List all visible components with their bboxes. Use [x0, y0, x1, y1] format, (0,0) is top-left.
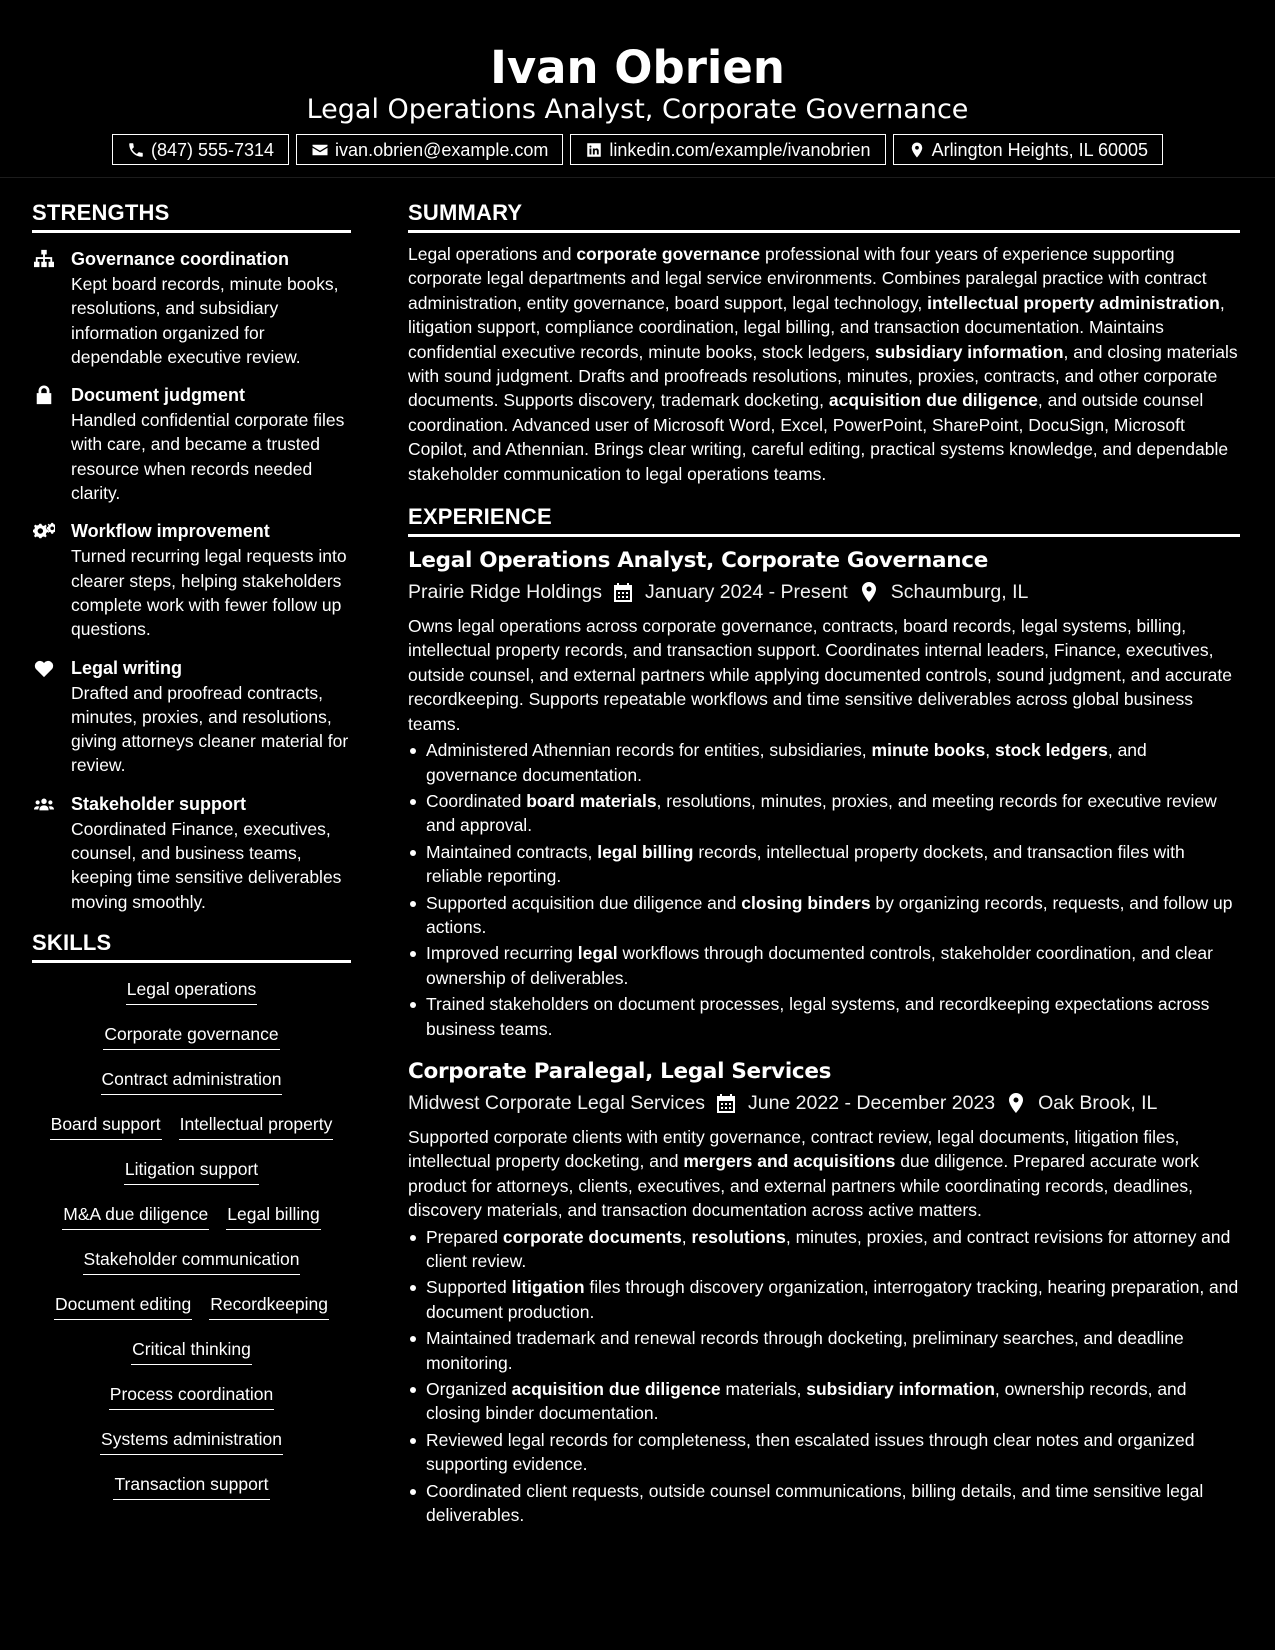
email-text: ivan.obrien@example.com [335, 139, 549, 160]
skill-tag: Document editing [54, 1290, 192, 1335]
skills-list [32, 975, 351, 1515]
skill-tag: Intellectual property [179, 1110, 334, 1155]
strength-text: Drafted and proofread contracts, minutes, proxies, and resolutions, giving attorneys cleaner material for review. [71, 682, 349, 776]
summary-heading: SUMMARY [408, 198, 1240, 233]
list-item: Coordinated client requests, outside counsel communications, billing details, and time sensitive legal deliverables. [408, 1479, 1240, 1528]
job-bullets [408, 738, 1240, 1041]
skill-tag: Legal billing [226, 1200, 320, 1245]
job-bullets [408, 1225, 1240, 1528]
skill-tag: Critical thinking [32, 1335, 351, 1380]
strength-title: Governance coordination [71, 249, 290, 269]
map-pin-icon [860, 582, 880, 602]
list-item: Prepared corporate documents, resolutions, minutes, proxies, and contract revisions for attorney and client review. [408, 1225, 1240, 1274]
job-description: Supported corporate clients with entity governance, contract review, legal documents, litigation files, intellectual property docketing, and mergers and acquisitions due diligence. Prepared accurate work product for attorneys, clients, executives, and external partners while coordinating records, deadlines, discovery materials, and transaction documentation across active matters. [408, 1126, 1199, 1221]
heart-icon [32, 657, 56, 679]
list-item: Administered Athennian records for entities, subsidiaries, minute books, stock ledgers, and governance documentation. [408, 738, 1240, 787]
job-description: Owns legal operations across corporate governance, contracts, board records, legal systems, billing, intellectual property records, and transaction support. Coordinates internal leaders, Finance, executives, outside counsel, and external partners while applying documented controls, sound judgment, and accurate recordkeeping. Supports repeatable workflows and time sensitive deliverables across global business teams. [408, 616, 1232, 734]
strength-title: Workflow improvement [71, 521, 270, 542]
list-item: Maintained trademark and renewal records through docketing, preliminary searches, and deadline monitoring. [408, 1326, 1240, 1375]
users-icon [32, 793, 56, 815]
list-item: Reviewed legal records for completeness, then escalated issues through clear notes and organized supporting evidence. [408, 1428, 1240, 1477]
skill-tag: Recordkeeping [209, 1290, 329, 1335]
linkedin-text: linkedin.com/example/ivanobrien [609, 139, 871, 160]
strength-text: Coordinated Finance, executives, counsel, and business teams, keeping time sensitive deliverables moving smoothly. [71, 818, 342, 912]
list-item: Trained stakeholders on document processes, legal systems, and recordkeeping expectations across business teams. [408, 992, 1240, 1041]
job-title: Legal Operations Analyst, Corporate Governance [408, 548, 989, 574]
calendar-icon [614, 582, 634, 602]
sitemap-icon [32, 248, 56, 270]
job-location: Oak Brook, IL [1038, 1091, 1158, 1114]
skill-tag: Corporate governance [32, 1020, 351, 1065]
skill-tag: Board support [50, 1110, 162, 1155]
job-meta [408, 577, 1240, 607]
candidate-name: Ivan Obrien [490, 41, 785, 94]
strength-title: Document judgment [71, 385, 245, 406]
strength-item [32, 382, 351, 505]
strength-title: Legal writing [71, 657, 183, 678]
job-dates: June 2022 - December 2023 [747, 1091, 996, 1114]
gears-icon [32, 520, 56, 542]
map-pin-icon [1007, 1093, 1027, 1113]
resume-header [0, 0, 1275, 178]
list-item: Improved recurring legal workflows through documented controls, stakeholder coordination, and clear ownership of deliverables. [408, 941, 1240, 990]
contact-linkedin[interactable] [570, 134, 885, 165]
contact-bar [0, 134, 1275, 165]
experience-heading: EXPERIENCE [408, 502, 1240, 537]
left-column [32, 198, 351, 1515]
skill-tag: Transaction support [32, 1470, 351, 1515]
strength-text: Handled confidential corporate files with care, and became a trusted resource when records needed clarity. [71, 410, 345, 504]
location-text: Arlington Heights, IL 60005 [931, 139, 1149, 160]
contact-phone[interactable] [112, 134, 289, 165]
strength-text: Kept board records, minute books, resolutions, and subsidiary information organized for dependable executive review. [71, 274, 339, 367]
list-item: Coordinated board materials, resolutions, minutes, proxies, and meeting records for executive review and approval. [408, 789, 1240, 838]
skills-heading: SKILLS [32, 928, 351, 963]
phone-text: (847) 555-7314 [150, 139, 275, 160]
job-company: Prairie Ridge Holdings [408, 581, 603, 604]
strength-text: Turned recurring legal requests into clearer steps, helping stakeholders complete work with fewer follow up questions. [71, 546, 347, 640]
strengths-heading: STRENGTHS [32, 198, 351, 233]
job-title: Corporate Paralegal, Legal Services [408, 1058, 832, 1084]
skill-tag: Litigation support [32, 1155, 351, 1200]
skill-tag: Legal operations [32, 975, 351, 1020]
skill-tag: M&A due diligence [62, 1200, 209, 1245]
list-item: Maintained contracts, legal billing records, intellectual property dockets, and transaction files with reliable reporting. [408, 840, 1240, 889]
skill-tag: Contract administration [32, 1065, 351, 1110]
contact-location[interactable] [893, 134, 1163, 165]
strength-item [32, 246, 351, 369]
summary-text: Legal operations and corporate governance professional with four years of experience supporting corporate legal departments and legal service environments. Combines paralegal practice with contract administration, entity governance, board support, legal technology, intellectual property administration, litigation support, compliance coordination, legal billing, and transaction documentation. Maintains confidential executive records, minute books, stock ledgers, subsidiary information, and closing materials with sound judgment. Drafts and proofreads resolutions, minutes, proxies, contracts, and other corporate documents. Supports discovery, trademark docketing, acquisition due diligence, and outside counsel coordination. Advanced user of Microsoft Word, Excel, PowerPoint, SharePoint, DocuSign, Microsoft Copilot, and Athennian. Brings clear writing, careful editing, practical systems knowledge, and dependable stakeholder communication to legal operations teams. [408, 244, 1238, 484]
list-item: Supported litigation files through discovery organization, interrogatory tracking, hearing preparation, and document production. [408, 1275, 1240, 1324]
contact-email[interactable] [296, 134, 563, 165]
skill-tag: Process coordination [32, 1380, 351, 1425]
job-location: Schaumburg, IL [890, 581, 1029, 604]
map-pin-icon [908, 141, 926, 159]
right-column [408, 198, 1240, 1529]
envelope-icon [311, 141, 329, 159]
strength-item [32, 655, 351, 778]
job-meta [408, 1088, 1240, 1118]
list-item: Organized acquisition due diligence materials, subsidiary information, ownership records, and closing binder documentation. [408, 1377, 1240, 1426]
strengths-list [32, 246, 351, 914]
candidate-title: Legal Operations Analyst, Corporate Governance [306, 94, 969, 125]
strength-title: Stakeholder support [71, 793, 247, 814]
job-dates: January 2024 - Present [645, 581, 848, 604]
lock-icon [32, 384, 56, 406]
list-item: Supported acquisition due diligence and closing binders by organizing records, requests, and follow up actions. [408, 891, 1240, 940]
job-entry [408, 1057, 1240, 1528]
strength-item [32, 518, 351, 641]
job-company: Midwest Corporate Legal Services [408, 1091, 705, 1114]
job-entry [408, 546, 1240, 1041]
skill-tag: Stakeholder communication [32, 1245, 351, 1290]
linkedin-icon [585, 141, 603, 159]
strength-item [32, 791, 351, 914]
phone-icon [127, 141, 145, 159]
calendar-icon [717, 1093, 737, 1113]
skill-tag: Systems administration [32, 1425, 351, 1470]
